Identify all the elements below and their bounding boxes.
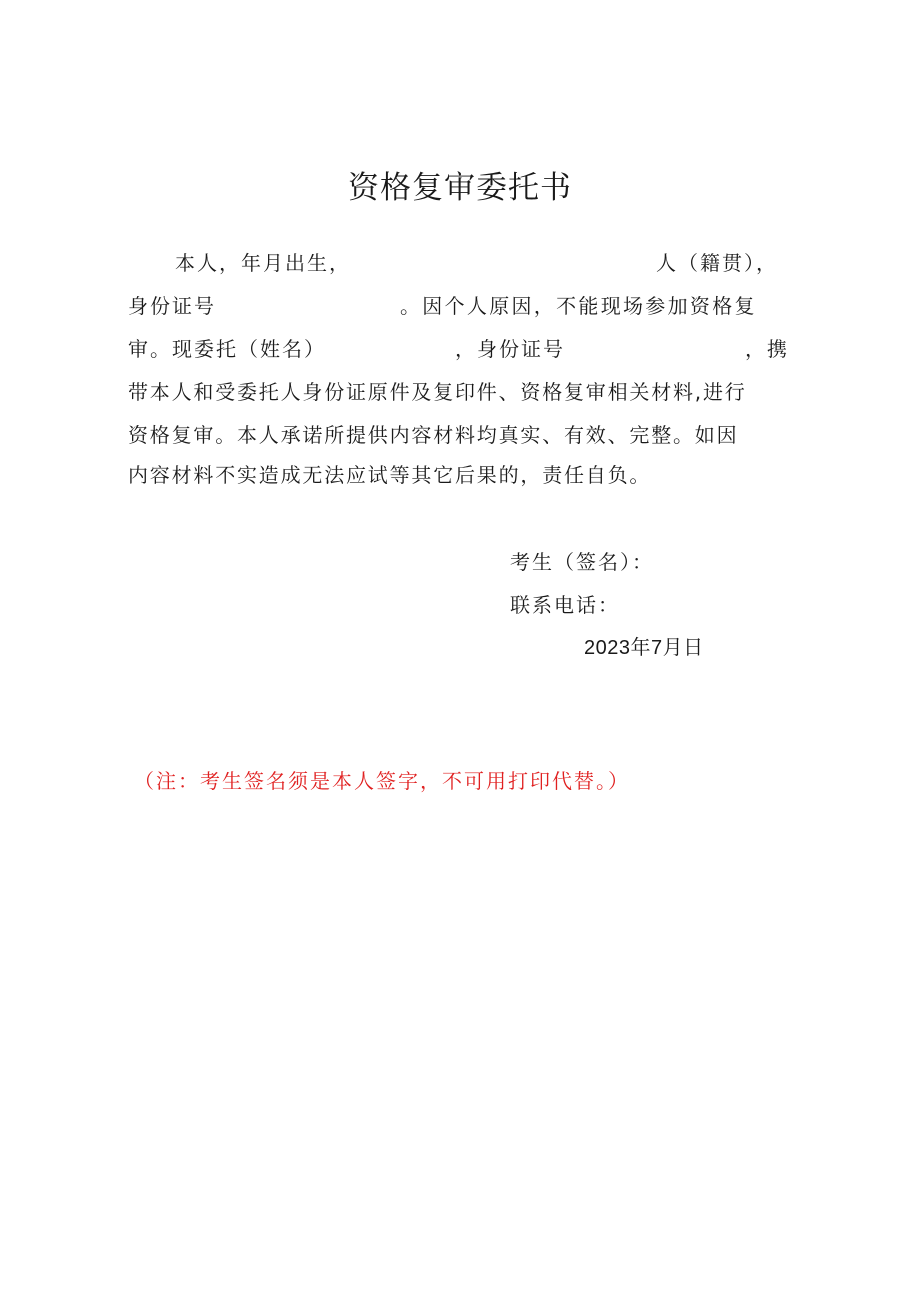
paragraph-line3-start: 审。现委托（姓名） <box>128 337 326 361</box>
paragraph-line3-end: ，携 <box>745 337 789 361</box>
signature-label: 考生（签名）： <box>510 550 654 574</box>
paragraph-line1-end: 人（籍贯）， <box>656 251 778 275</box>
paragraph-line1-start: 本人，年月出生， <box>175 251 351 275</box>
paragraph-line6: 内容材料不实造成无法应试等其它后果的，责任自负。 <box>128 463 652 487</box>
phone-label: 联系电话： <box>510 593 620 617</box>
signature-note: （注：考生签名须是本人签字，不可用打印代替。） <box>134 769 630 793</box>
document-title: 资格复审委托书 <box>348 170 572 206</box>
paragraph-line2-end: 。因个人原因，不能现场参加资格复 <box>400 294 757 318</box>
paragraph-line2-start: 身份证号 <box>128 294 216 318</box>
paragraph-line5: 资格复审。本人承诺所提供内容材料均真实、有效、完整。如因 <box>128 423 739 447</box>
paragraph-line3-mid: ，身份证号 <box>455 337 565 361</box>
paragraph-line4: 带本人和受委托人身份证原件及复印件、资格复审相关材料,进行 <box>128 380 747 404</box>
date-text: 2023年7月日 <box>584 637 704 659</box>
